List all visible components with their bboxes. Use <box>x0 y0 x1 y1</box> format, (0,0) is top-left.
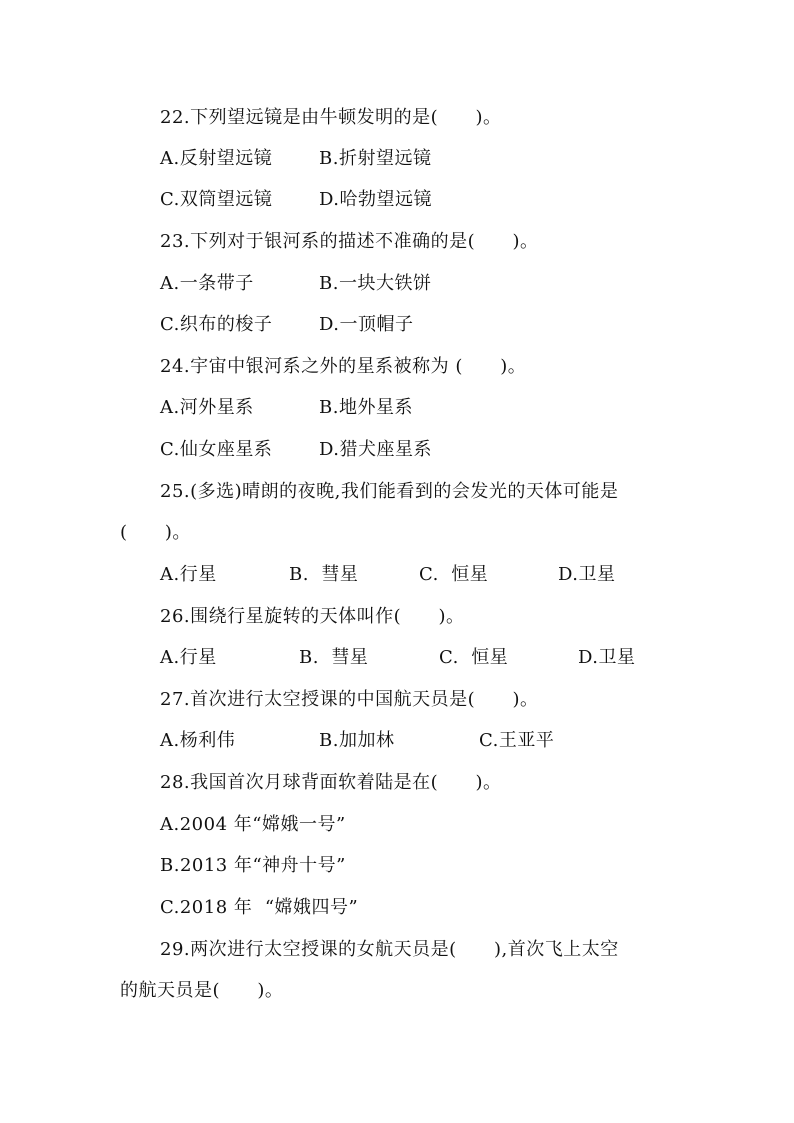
question-26-option-b: B. 彗星 <box>299 647 369 668</box>
question-25-option-b: B. 彗星 <box>289 564 359 585</box>
question-24-option-b: B.地外星系 <box>319 397 413 418</box>
question-28-option-b: B.2013 年“神舟十号” <box>160 855 346 876</box>
question-26-option-c: C. 恒星 <box>439 647 509 668</box>
question-23-option-a: A.一条带子 <box>160 273 254 294</box>
question-24-option-c: C.仙女座星系 <box>160 439 273 460</box>
question-29-stem-continued: 的航天员是( )。 <box>120 980 284 1001</box>
question-25-option-c: C. 恒星 <box>419 564 489 585</box>
question-28-stem: 28.我国首次月球背面软着陆是在( )。 <box>160 772 502 793</box>
question-25-option-d: D.卫星 <box>558 564 616 585</box>
question-24-option-a: A.河外星系 <box>160 397 254 418</box>
question-28-option-c: C.2018 年 “嫦娥四号” <box>160 897 359 918</box>
question-27-option-c: C.王亚平 <box>479 730 555 751</box>
question-24-option-d: D.猎犬座星系 <box>319 439 433 460</box>
question-23-option-b: B.一块大铁饼 <box>319 273 432 294</box>
question-22-option-a: A.反射望远镜 <box>160 148 273 169</box>
question-26-option-d: D.卫星 <box>578 647 636 668</box>
question-22-stem: 22.下列望远镜是由牛顿发明的是( )。 <box>160 107 502 128</box>
question-29-stem: 29.两次进行太空授课的女航天员是( ),首次飞上太空 <box>160 939 619 960</box>
question-27-stem: 27.首次进行太空授课的中国航天员是( )。 <box>160 689 539 710</box>
question-23-option-c: C.织布的梭子 <box>160 314 273 335</box>
question-22-option-b: B.折射望远镜 <box>319 148 432 169</box>
question-26-stem: 26.围绕行星旋转的天体叫作( )。 <box>160 606 465 627</box>
question-23-stem: 23.下列对于银河系的描述不准确的是( )。 <box>160 231 539 252</box>
question-24-stem: 24.宇宙中银河系之外的星系被称为 ( )。 <box>160 356 527 377</box>
question-25-option-a: A.行星 <box>160 564 217 585</box>
question-22-option-d: D.哈勃望远镜 <box>319 189 433 210</box>
question-27-option-b: B.加加林 <box>319 730 395 751</box>
question-22-option-c: C.双筒望远镜 <box>160 189 273 210</box>
question-28-option-a: A.2004 年“嫦娥一号” <box>160 814 346 835</box>
question-27-option-a: A.杨利伟 <box>160 730 236 751</box>
question-25-stem-continued: ( )。 <box>120 522 191 543</box>
question-23-option-d: D.一顶帽子 <box>319 314 414 335</box>
question-26-option-a: A.行星 <box>160 647 217 668</box>
question-25-stem: 25.(多选)晴朗的夜晚,我们能看到的会发光的天体可能是 <box>160 481 619 502</box>
